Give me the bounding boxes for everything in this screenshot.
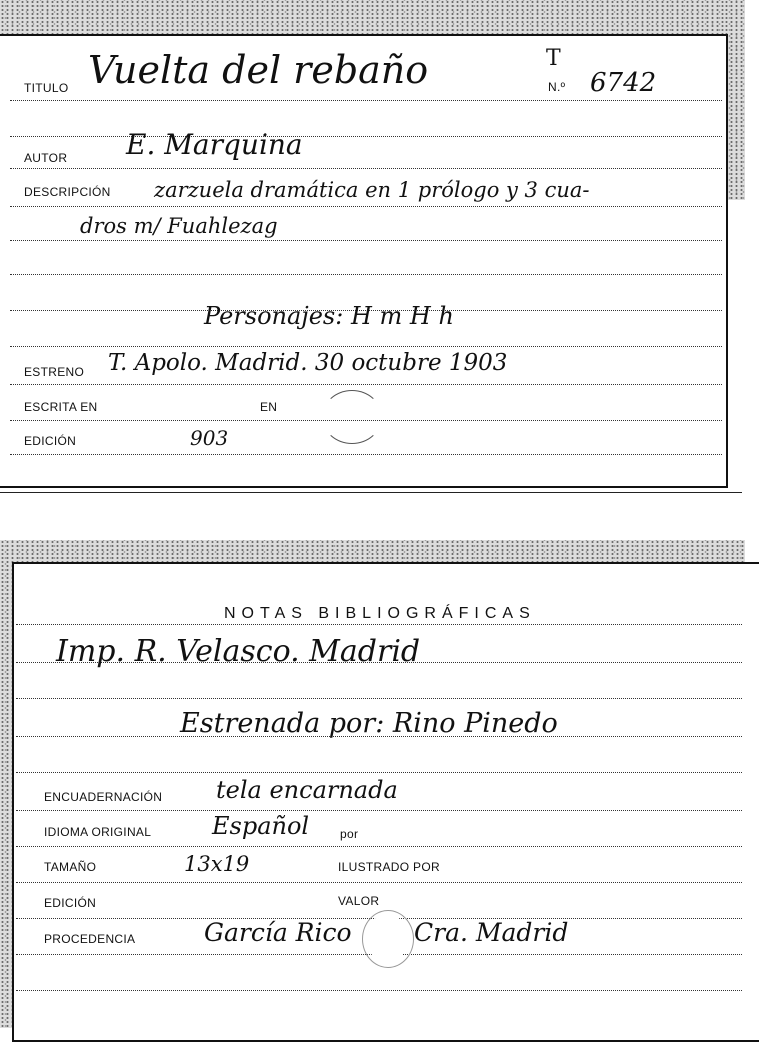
edicion-label: EDICIÓN	[24, 434, 77, 448]
idioma-value: Español	[212, 812, 310, 840]
encuadernacion-label: ENCUADERNACIÓN	[44, 790, 163, 804]
autor-label: AUTOR	[24, 151, 68, 165]
descripcion-value-continued: dros m/ Fuahlezag	[80, 214, 278, 238]
ruled-line	[10, 346, 722, 347]
en-label: EN	[260, 400, 278, 414]
titulo-label: TITULO	[24, 81, 69, 95]
ruled-line	[16, 990, 742, 991]
catalog-card-title	[0, 0, 759, 492]
valor-label: VALOR	[338, 894, 380, 908]
titulo-value: Vuelta del rebaño	[88, 48, 429, 92]
ruled-line	[10, 274, 722, 275]
ruled-line	[16, 846, 742, 847]
descripcion-label: DESCRIPCIÓN	[24, 185, 111, 199]
ruled-line	[10, 454, 722, 455]
ruled-line	[10, 100, 722, 101]
ruled-line	[16, 882, 742, 883]
notas-heading: NOTAS BIBLIOGRÁFICAS	[224, 605, 536, 622]
stamp-blank	[366, 914, 408, 962]
estreno-label: ESTRENO	[24, 365, 85, 379]
library-stamp	[322, 390, 382, 444]
ruled-line	[10, 136, 722, 137]
encuadernacion-value: tela encarnada	[216, 776, 398, 804]
ruled-line	[10, 384, 722, 385]
call-number-mark: T	[546, 46, 561, 71]
ruled-line	[16, 698, 742, 699]
autor-value: E. Marquina	[126, 128, 303, 161]
ruled-line	[10, 168, 722, 169]
descripcion-value: zarzuela dramática en 1 prólogo y 3 cua-	[154, 178, 590, 202]
tamano-label: TAMAÑO	[44, 860, 97, 874]
por-label: por	[340, 827, 359, 841]
ruled-line	[10, 240, 722, 241]
note-printer: Imp. R. Velasco. Madrid	[56, 634, 421, 669]
note-premiere-company: Estrenada por: Rino Pinedo	[180, 708, 558, 739]
number-value: 6742	[590, 68, 657, 98]
ruled-line	[16, 810, 742, 811]
catalog-card-notes	[0, 540, 759, 1028]
estreno-value: T. Apolo. Madrid. 30 octubre 1903	[108, 350, 508, 376]
card-separator-line	[0, 492, 742, 493]
procedencia-value-continued: Cra. Madrid	[414, 918, 569, 947]
escrita-label: ESCRITA EN	[24, 400, 98, 414]
procedencia-value: García Rico	[204, 918, 352, 947]
procedencia-label: PROCEDENCIA	[44, 932, 136, 946]
ilustrado-label: ILUSTRADO POR	[338, 860, 440, 874]
number-label: N.º	[548, 80, 566, 94]
idioma-label: IDIOMA ORIGINAL	[44, 825, 152, 839]
edicion-value: 903	[190, 426, 229, 450]
edicion-label: EDICIÓN	[44, 896, 97, 910]
ruled-line	[10, 206, 722, 207]
personajes-note: Personajes: H m H h	[204, 302, 454, 330]
ruled-line	[16, 772, 742, 773]
ruled-line	[16, 624, 742, 625]
card-border-texture	[0, 0, 745, 38]
tamano-value: 13x19	[184, 852, 250, 876]
